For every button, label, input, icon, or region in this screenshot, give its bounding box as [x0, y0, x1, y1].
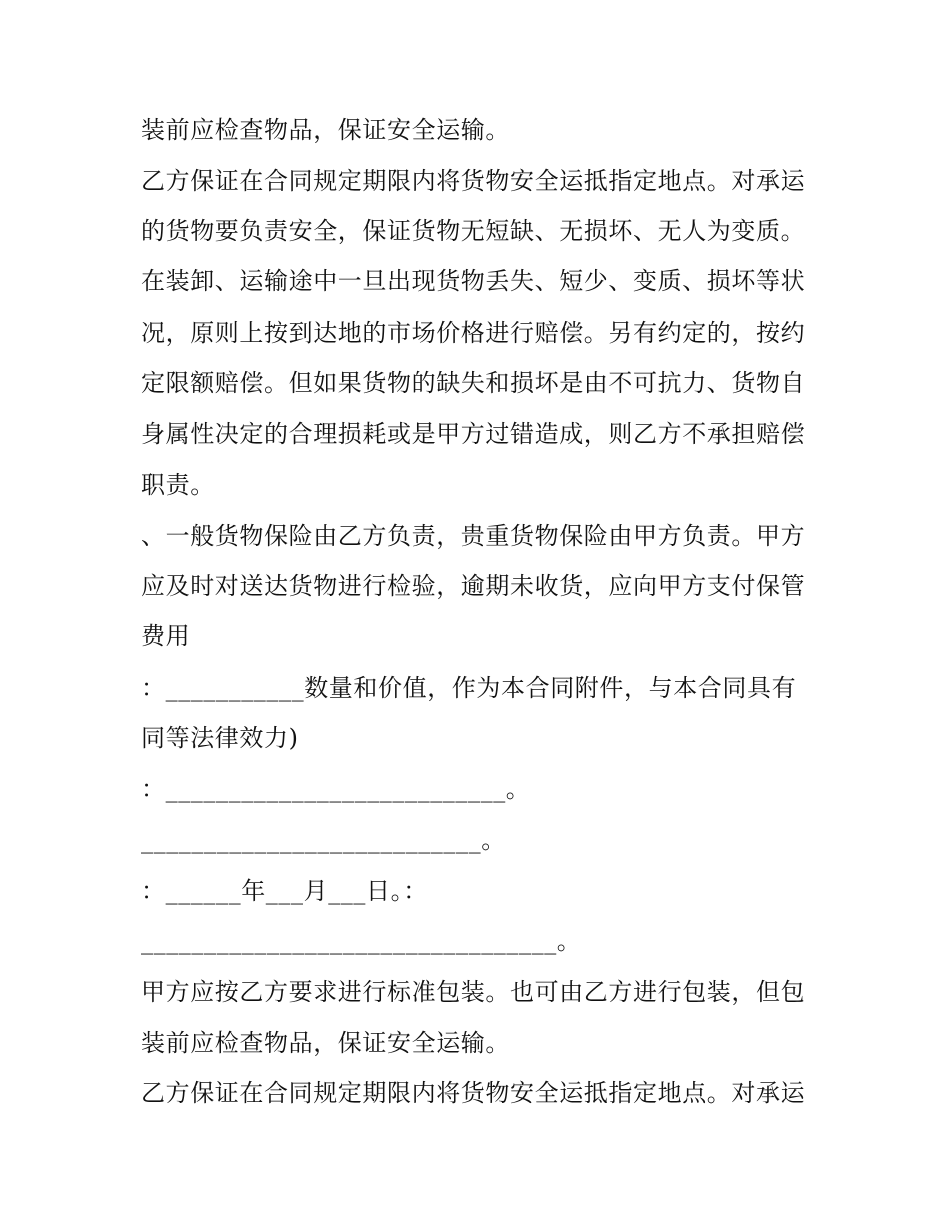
text-line: 乙方保证在合同规定期限内将货物安全运抵指定地点。对承运 [141, 167, 806, 195]
text-line: 、一般货物保险由乙方负责，贵重货物保险由甲方负责。甲方 [141, 522, 806, 550]
text-line: 况，原则上按到达地的市场价格进行赔偿。另有约定的，按约 [141, 319, 806, 347]
text-line: 身属性决定的合理损耗或是甲方过错造成，则乙方不承担赔偿 [141, 420, 806, 448]
text-line: 在装卸、运输途中一旦出现货物丢失、短少、变质、损坏等状 [141, 267, 806, 295]
text-line: 同等法律效力) [141, 724, 299, 752]
text-line: 装前应检查物品，保证安全运输。 [141, 116, 510, 144]
text-line: ：______年___月___日。： [141, 877, 428, 905]
text-line: ___________________________。 [141, 826, 506, 854]
text-line: 定限额赔偿。但如果货物的缺失和损坏是由不可抗力、货物自 [141, 369, 806, 397]
text-line: ：___________数量和价值，作为本合同附件，与本合同具有 [141, 674, 797, 702]
text-line: 费用 [141, 622, 191, 650]
text-line: ：___________________________。 [141, 775, 531, 803]
text-line: 甲方应按乙方要求进行标准包装。也可由乙方进行包装，但包 [141, 978, 806, 1006]
text-line: 职责。 [141, 471, 215, 499]
text-line: 装前应检查物品，保证安全运输。 [141, 1029, 510, 1057]
text-line: _________________________________。 [141, 927, 582, 955]
text-line: 应及时对送达货物进行检验，逾期未收货，应向甲方支付保管 [141, 572, 806, 600]
text-line: 乙方保证在合同规定期限内将货物安全运抵指定地点。对承运 [141, 1079, 806, 1107]
text-line: 的货物要负责安全，保证货物无短缺、无损坏、无人为变质。 [141, 217, 806, 245]
